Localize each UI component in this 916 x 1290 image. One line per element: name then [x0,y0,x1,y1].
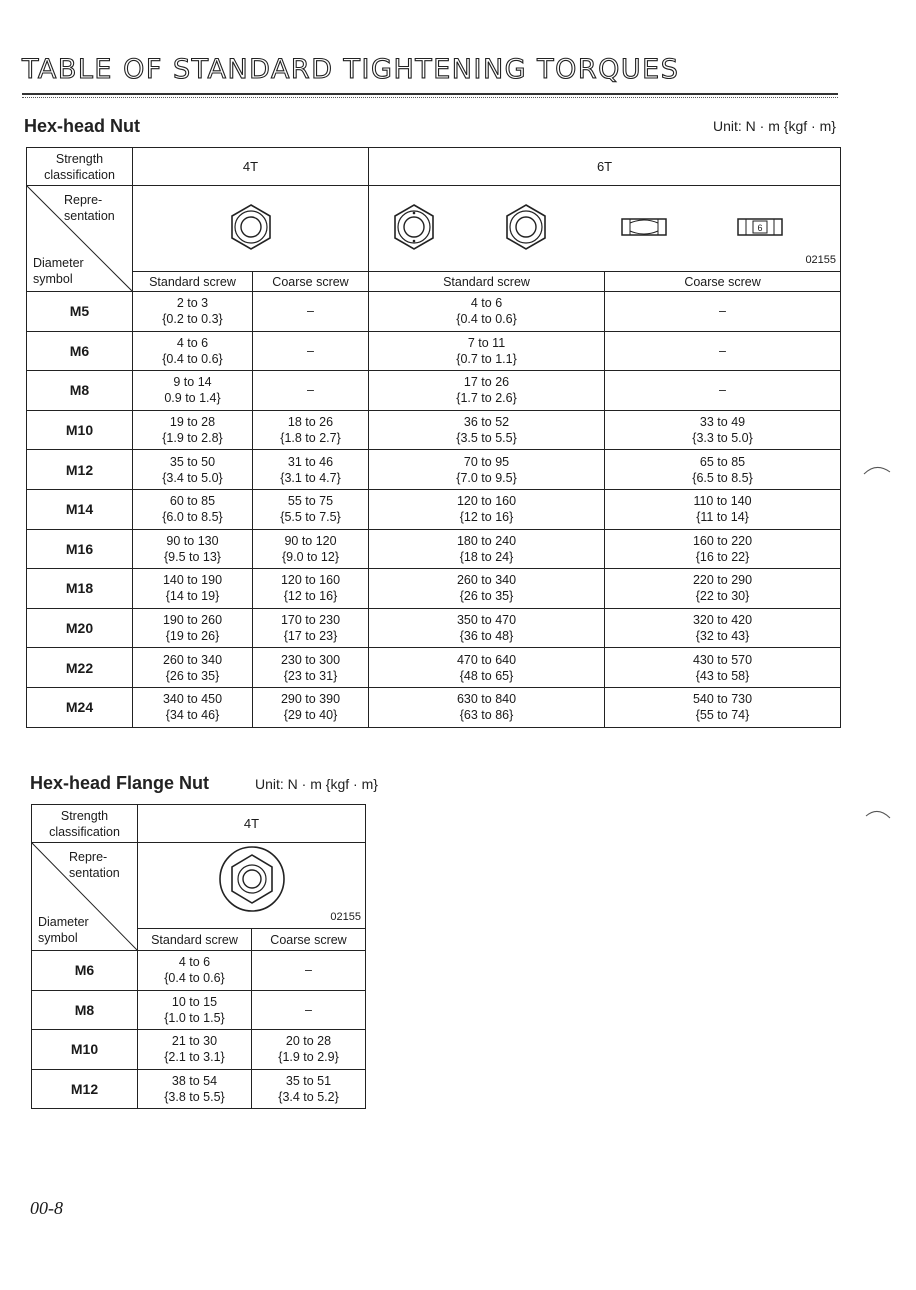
torque-nm: – [719,304,726,319]
torque-nm: 320 to 420 [692,613,753,628]
page-title: TABLE OF STANDARD TIGHTENING TORQUES [22,54,680,85]
4t-coarse-cell [253,292,369,332]
torque-kgfm: {26 to 35} [459,589,514,604]
torque-kgfm: {48 to 65} [459,668,514,683]
table-row [27,648,841,688]
torque-kgfm: {22 to 30} [695,589,750,604]
hex-nut-side-marked-icon [738,219,782,235]
6t-coarse-cell [605,450,841,490]
diameter-cell: M20 [27,608,133,648]
4t-standard-cell [133,687,253,727]
standard-cell [138,1030,252,1070]
diameter-cell: M16 [27,529,133,569]
torque-kgfm: {34 to 46} [165,708,220,723]
scan-mark [862,462,892,478]
torque-nm: 4 to 6 [176,335,209,350]
6t-coarse-cell [605,529,841,569]
torque-nm: 19 to 28 [169,415,216,430]
4t-standard-cell [133,569,253,609]
torque-kgfm: {26 to 35} [165,668,220,683]
diameter-cell: M18 [27,569,133,609]
flange-nut-icon-cell [138,843,366,929]
4t-coarse-cell [253,648,369,688]
torque-kgfm: {1.9 to 2.9} [278,1050,339,1065]
reference-code: 02155 [330,911,362,923]
hex-nut-4t-icon-cell [133,186,369,272]
torque-kgfm: {0.4 to 0.6} [456,312,517,327]
6t-standard-cell [369,410,605,450]
hex-nut-side-icon [622,219,666,235]
torque-nm: 38 to 54 [171,1074,218,1089]
page-number: 00-8 [30,1198,63,1218]
diameter-cell: M6 [32,951,138,991]
4t-coarse-cell [253,450,369,490]
diameter-cell: M8 [32,990,138,1030]
coarse-cell [252,951,366,991]
torque-kgfm: 0.9 to 1.4} [164,391,221,406]
torque-kgfm: {5.5 to 7.5} [280,510,341,525]
torque-kgfm: {63 to 86} [459,708,514,723]
6t-coarse-cell [605,489,841,529]
standard-cell [138,1069,252,1109]
6t-coarse-cell [605,687,841,727]
torque-nm: – [719,343,726,358]
4t-coarse-screw-header: Coarse screw [253,272,369,292]
torque-nm: 110 to 140 [693,494,752,509]
torque-nm: 160 to 220 [692,533,753,548]
4t-standard-cell [133,648,253,688]
diameter-symbol-label: Diameter symbol [38,915,89,945]
torque-kgfm: {6.5 to 8.5} [692,470,753,485]
diameter-cell: M14 [27,489,133,529]
torque-kgfm: {12 to 16} [459,510,514,525]
torque-kgfm: {7.0 to 9.5} [456,470,517,485]
4t-coarse-cell [253,331,369,371]
torque-nm: 260 to 340 [456,573,517,588]
torque-nm: 4 to 6 [178,955,211,970]
4t-coarse-cell [253,608,369,648]
scan-mark [864,806,892,822]
reference-code: 02155 [805,254,837,266]
torque-kgfm: {55 to 74} [695,708,750,723]
torque-nm: 470 to 640 [456,652,517,667]
torque-kgfm: {14 to 19} [165,589,220,604]
6t-coarse-cell [605,608,841,648]
4t-coarse-cell [253,410,369,450]
4t-standard-cell [133,371,253,411]
torque-kgfm: {19 to 26} [165,629,220,644]
6t-coarse-cell [605,648,841,688]
hex-nut-marked-icon [395,205,433,249]
diameter-cell: M5 [27,292,133,332]
torque-kgfm: {23 to 31} [283,668,338,683]
6t-coarse-cell [605,331,841,371]
marking-six: 6 [757,222,763,233]
representation-label: Repre- sentation [64,193,115,223]
torque-nm: 170 to 230 [280,613,341,628]
table-row [27,529,841,569]
torque-kgfm: {3.3 to 5.0} [692,431,753,446]
6t-standard-cell [369,529,605,569]
torque-nm: 290 to 390 [280,692,341,707]
torque-nm: 21 to 30 [171,1034,218,1049]
flange-nut-torque-table [31,804,366,1109]
torque-kgfm: {18 to 24} [459,549,514,564]
diameter-cell: M22 [27,648,133,688]
table-row [27,450,841,490]
table-row [32,1030,366,1070]
6t-standard-cell [369,569,605,609]
torque-kgfm: {36 to 48} [459,629,514,644]
torque-nm: 17 to 26 [463,375,510,390]
4t-standard-cell [133,608,253,648]
diameter-cell: M8 [27,371,133,411]
hex-nut-section-title: Hex-head Nut [24,116,141,136]
torque-nm: 31 to 46 [287,454,334,469]
4t-coarse-cell [253,489,369,529]
torque-kgfm: {1.8 to 2.7} [280,431,341,446]
6t-standard-cell [369,608,605,648]
hex-nut-6t-icon-cell [369,186,841,272]
torque-kgfm: {3.4 to 5.0} [162,470,223,485]
torque-nm: – [307,343,314,358]
torque-kgfm: {11 to 14} [696,510,749,525]
corner-header-cell [27,186,133,292]
torque-nm: 9 to 14 [173,375,212,390]
torque-nm: – [305,1002,312,1017]
torque-nm: 7 to 11 [467,335,506,350]
torque-nm: 33 to 49 [699,415,746,430]
6t-coarse-screw-header: Coarse screw [605,272,841,292]
torque-nm: 35 to 51 [285,1074,332,1089]
torque-nm: 18 to 26 [287,415,334,430]
standard-screw-header: Standard screw [138,929,252,951]
torque-kgfm: {17 to 23} [283,629,338,644]
torque-nm: 60 to 85 [169,494,216,509]
class-6t-header: 6T [369,148,841,186]
hex-nut-unit: Unit: N · m {kgf · m} [713,118,836,134]
strength-classification-label: Strength classification [32,805,138,843]
torque-kgfm: {0.7 to 1.1} [456,351,517,366]
table-row [27,292,841,332]
coarse-cell [252,1030,366,1070]
torque-kgfm: {1.0 to 1.5} [164,1010,225,1025]
torque-nm: 540 to 730 [692,692,753,707]
torque-nm: 55 to 75 [287,494,334,509]
flange-nut-section-title: Hex-head Flange Nut [30,773,210,793]
torque-kgfm: {0.2 to 0.3} [162,312,223,327]
torque-nm: 120 to 160 [456,494,517,509]
torque-nm: – [307,304,314,319]
standard-cell [138,951,252,991]
torque-kgfm: {9.5 to 13} [163,549,221,564]
6t-standard-cell [369,648,605,688]
torque-kgfm: {0.4 to 0.6} [164,971,225,986]
torque-kgfm: {43 to 58} [695,668,750,683]
torque-nm: 20 to 28 [285,1034,332,1049]
6t-standard-cell [369,292,605,332]
4t-coarse-cell [253,529,369,569]
coarse-cell [252,1069,366,1109]
6t-coarse-cell [605,292,841,332]
class-4t-header: 4T [133,148,369,186]
torque-kgfm: {16 to 22} [695,549,750,564]
torque-kgfm: {3.4 to 5.2} [278,1090,339,1105]
torque-kgfm: {3.1 to 4.7} [280,470,341,485]
torque-nm: 90 to 120 [284,533,337,548]
6t-standard-cell [369,450,605,490]
diameter-cell: M24 [27,687,133,727]
coarse-cell [252,990,366,1030]
torque-kgfm: {3.5 to 5.5} [456,431,517,446]
torque-nm: 35 to 50 [169,454,216,469]
6t-standard-screw-header: Standard screw [369,272,605,292]
torque-kgfm: {1.9 to 2.8} [162,431,223,446]
torque-kgfm: {29 to 40} [283,708,338,723]
torque-nm: 140 to 190 [162,573,223,588]
4t-standard-cell [133,292,253,332]
torque-nm: 36 to 52 [463,415,510,430]
representation-label: Repre- sentation [69,850,120,880]
6t-standard-cell [369,371,605,411]
torque-nm: 70 to 95 [463,454,510,469]
diameter-cell: M10 [27,410,133,450]
table-row [27,489,841,529]
diameter-symbol-label: Diameter symbol [33,256,84,286]
6t-standard-cell [369,687,605,727]
torque-kgfm: {12 to 16} [283,589,338,604]
torque-kgfm: {3.8 to 5.5} [164,1090,225,1105]
6t-coarse-cell [605,569,841,609]
torque-nm: – [307,383,314,398]
torque-nm: – [305,963,312,978]
4t-standard-cell [133,529,253,569]
hex-nut-plain-icon [507,205,545,249]
hex-nut-torque-table [26,147,841,728]
torque-kgfm: {1.7 to 2.6} [456,391,517,406]
table-row [32,990,366,1030]
6t-coarse-cell [605,410,841,450]
torque-nm: 65 to 85 [699,454,746,469]
hex-nut-6t-icons [370,197,840,257]
table-row [27,371,841,411]
torque-kgfm: {32 to 43} [695,629,750,644]
table-row [27,608,841,648]
strength-classification-label: Strength classification [27,148,133,186]
flange-nut-unit: Unit: N · m {kgf · m} [255,776,378,792]
table-row [27,331,841,371]
diameter-cell: M10 [32,1030,138,1070]
torque-nm: 120 to 160 [280,573,341,588]
torque-nm: 430 to 570 [692,652,753,667]
torque-nm: 90 to 130 [166,533,219,548]
table-row [27,410,841,450]
4t-standard-screw-header: Standard screw [133,272,253,292]
hex-nut-icon [227,203,275,251]
torque-kgfm: {0.4 to 0.6} [162,351,223,366]
torque-kgfm: {2.1 to 3.1} [164,1050,225,1065]
table-row [32,951,366,991]
torque-nm: 180 to 240 [456,533,517,548]
table-row [27,569,841,609]
torque-nm: 340 to 450 [162,692,223,707]
torque-nm: 2 to 3 [176,296,209,311]
table-row [32,1069,366,1109]
6t-coarse-cell [605,371,841,411]
6t-standard-cell [369,331,605,371]
torque-nm: 4 to 6 [470,296,503,311]
4t-standard-cell [133,450,253,490]
flange-nut-icon [216,843,288,915]
torque-nm: 10 to 15 [171,994,218,1009]
table-row [27,687,841,727]
4t-coarse-cell [253,371,369,411]
class-4t-header: 4T [138,805,366,843]
title-rule [22,93,838,98]
diameter-cell: M12 [27,450,133,490]
4t-standard-cell [133,410,253,450]
torque-nm: 260 to 340 [162,652,223,667]
diameter-cell: M12 [32,1069,138,1109]
coarse-screw-header: Coarse screw [252,929,366,951]
torque-nm: 230 to 300 [280,652,341,667]
torque-nm: 190 to 260 [162,613,223,628]
4t-coarse-cell [253,569,369,609]
diameter-cell: M6 [27,331,133,371]
corner-header-cell [32,843,138,951]
torque-nm: 220 to 290 [692,573,753,588]
torque-nm: 350 to 470 [456,613,517,628]
4t-coarse-cell [253,687,369,727]
4t-standard-cell [133,331,253,371]
torque-kgfm: {9.0 to 12} [282,549,340,564]
torque-kgfm: {6.0 to 8.5} [162,510,223,525]
4t-standard-cell [133,489,253,529]
torque-nm: 630 to 840 [456,692,517,707]
6t-standard-cell [369,489,605,529]
torque-nm: – [719,383,726,398]
standard-cell [138,990,252,1030]
